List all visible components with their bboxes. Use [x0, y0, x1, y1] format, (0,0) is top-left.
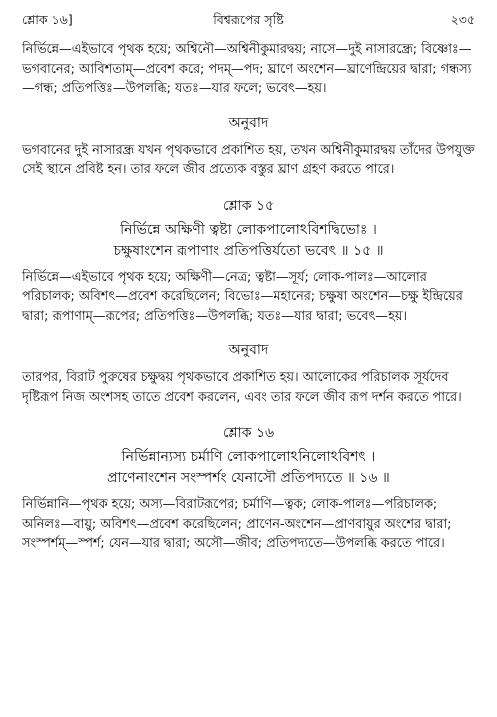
- verse-15-line-2: চক্ষুষাংশেন রূপাণাং প্রতিপত্তির্যতো ভবেৎ ॥ ১৫ ॥: [113, 242, 384, 259]
- header-chapter-title: বিশ্বরূপের সৃষ্টি: [213, 12, 284, 27]
- verse-16-line-2: প্রাণেনাংশেন সংস্পর্শং যেনাসৌ প্রতিপদ্যতে ॥ ১৬ ॥: [107, 470, 390, 486]
- synonyms-verse-16: নির্ভিন্নানি—পৃথক হয়ে; অস্য—বিরাটরূপের; চর্মাণি—ত্বক; লোক-পালঃ—পরিচালক; অনিলঃ—বায়ু; অবিশৎ—প্রবেশ করেছিলেন; প্রাণেন-অংশেন—প্রাণবায়ুর অংশের দ্বারা; সংস্পর্শম্—স্পর্শ; যেন—যার দ্বারা; অসৌ—জীব; প্রতিপদ্যতে—উপলব্ধি করতে পারে।: [22, 497, 452, 551]
- translation-verse-15: তারপর, বিরাট পুরুষের চক্ষুদ্বয় পৃথকভাবে প্রকাশিত হয়। আলোকের পরিচালক সূর্যদেব দৃষ্টিরূপ নিজ অংশসহ তাতে প্রবেশ করলেন, এবং তার ফলে জীব রূপ দর্শন করতে পারে।: [22, 370, 462, 405]
- page-number: ২৩৫: [450, 12, 475, 27]
- page-header: [22, 12, 475, 28]
- header-verse-ref: শ্লোক ১৬]: [22, 12, 73, 27]
- synonyms-verse-14: নির্ভিন্নে—এইভাবে পৃথক হয়ে; অশ্বিনৌ—অশ্বিনীকুমারদ্বয়; নাসে—দুই নাসারন্ধ্রে; বিষ্ণোঃ—ভগবানের; আবিশতাম্—প্রবেশ করে; পদম্—পদ; ঘ্রাণে অংশেন—ঘ্রাণেন্দ্রিয়ের দ্বারা; গন্ধস্য—গন্ধ; প্রতিপত্তিঃ—উপলব্ধি; যতঃ—যার ফলে; ভবেৎ—হয়।: [22, 42, 472, 96]
- translation-heading-15: অনুবাদ: [228, 342, 269, 358]
- synonyms-verse-15: নির্ভিন্নে—এইভাবে পৃথক হয়ে; অক্ষিণী—নেত্র; ত্বষ্টা—সূর্য; লোক-পালঃ—আলোর পরিচালক; অবিশৎ—প্রবেশ করেছিলেন; বিভোঃ—মহানের; চক্ষুষা অংশেন—চক্ষু ইন্দ্রিয়ের দ্বারা; রূপাণাম্—রূপের; প্রতিপত্তিঃ—উপলব্ধি; যতঃ—যার দ্বারা; ভবেৎ—হয়।: [22, 269, 463, 324]
- verse-16-line-1: নির্ভিন্নান্যস্য চর্মাণি লোকপালোঽনিলোঽবিশৎ ।: [121, 449, 376, 465]
- translation-heading-14: অনুবাদ: [228, 114, 269, 131]
- page-content: [22, 40, 475, 554]
- verse-15-line-1: নির্ভিন্নে অক্ষিণী ত্বষ্টা লোকপালোঽবিশদ্বিভোঃ ।: [120, 221, 377, 238]
- verse-16-number: শ্লোক ১৬: [222, 425, 275, 441]
- verse-15-number: শ্লোক ১৫: [222, 197, 275, 214]
- translation-verse-14: ভগবানের দুই নাসারন্ধ্র যখন পৃথকভাবে প্রকাশিত হয়, তখন অশ্বিনীকুমারদ্বয় তাঁদের উপযুক্ত সেই স্থানে প্রবিষ্ট হন। তার ফলে জীব প্রত্যেক বস্তুর ঘ্রাণ গ্রহণ করতে পারে।: [22, 142, 475, 177]
